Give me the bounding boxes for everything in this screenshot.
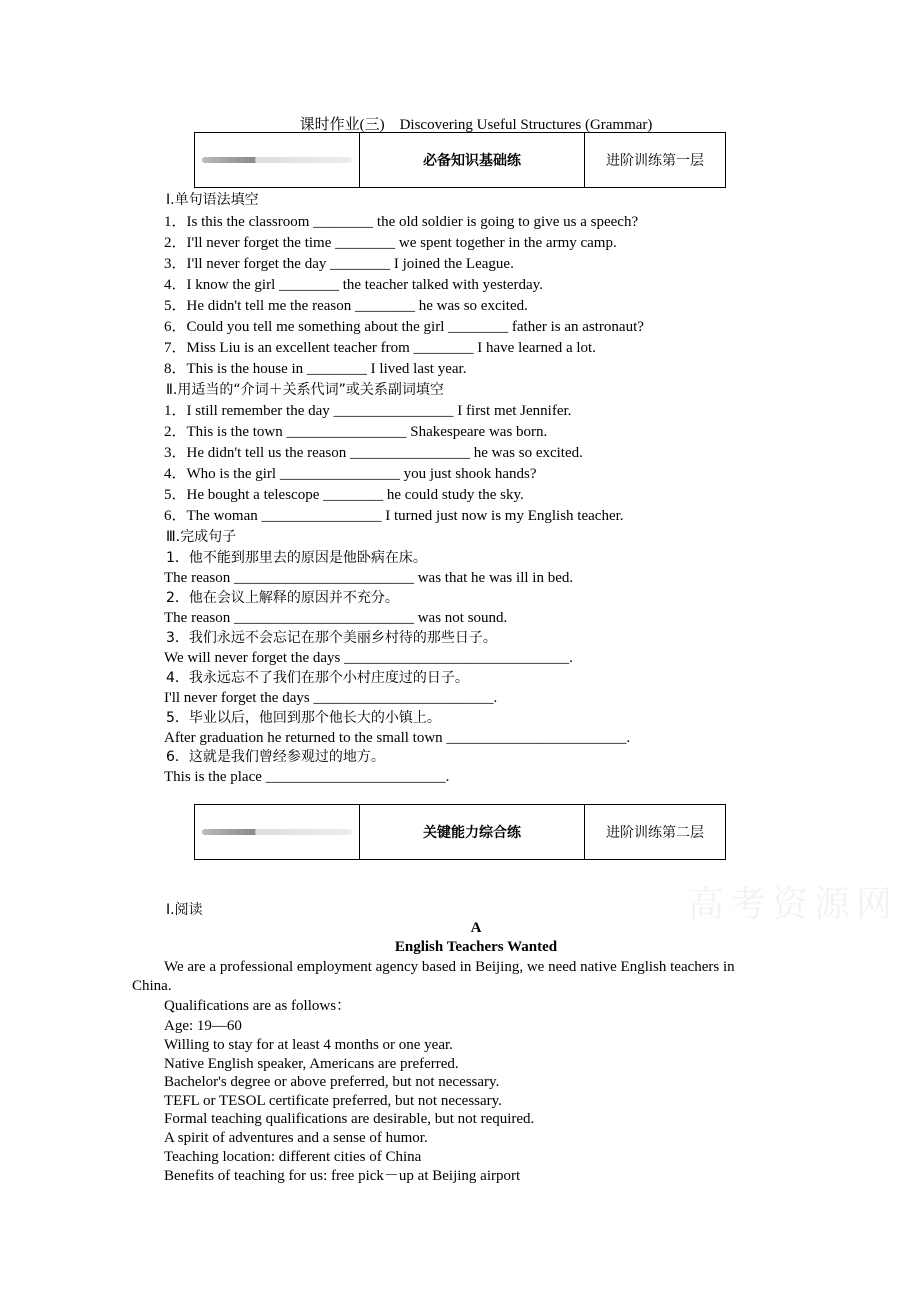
list-item: 5．He didn't tell me the reason ________ he was so excited. [164,298,528,314]
list-item: 6．Could you tell me something about the girl ________ father is an astronaut? [164,319,644,335]
list-item: 3．I'll never forget the day ________ I joined the League. [164,256,514,272]
list-item: 2．I'll never forget the time ________ we spent together in the army camp. [164,235,617,251]
sentence-chinese: 1．他不能到那里去的原因是他卧病在床。 [166,550,427,566]
list-item: 4．I know the girl ________ the teacher talked with yesterday. [164,277,543,293]
sentence-chinese: 3．我们永远不会忘记在那个美丽乡村待的那些日子。 [166,630,497,646]
section-banner-1 [194,132,726,188]
banner-center-label: 必备知识基础练 [360,133,585,187]
list-item: 1．Is this the classroom ________ the old soldier is going to give us a speech? [164,214,639,230]
banner-right-label: 进阶训练第二层 [606,825,704,841]
list-item: 3．He didn't tell us the reason ________________ he was so excited. [164,445,583,461]
sentence-chinese: 6．这就是我们曾经参观过的地方。 [166,749,385,765]
sentence-english: The reason ________________________ was not sound. [164,610,508,626]
progress-bar-icon [202,829,352,835]
watermark-logo: 高考资源网 [688,884,899,925]
list-item: Formal teaching qualifications are desirable, but not required. [164,1111,535,1127]
section2-heading: Ⅱ.用适当的“介词＋关系代词”或关系副词填空 [166,382,444,398]
list-item: 8．This is the house in ________ I lived last year. [164,361,467,377]
list-item: TEFL or TESOL certificate preferred, but not necessary. [164,1093,502,1109]
banner-right-label: 进阶训练第一层 [606,153,704,169]
list-item: 6．The woman ________________ I turned just now is my English teacher. [164,508,624,524]
page-title: 课时作业(三) Discovering Useful Structures (Grammar) [299,117,653,133]
sentence-english: After graduation he returned to the small town ________________________. [164,730,631,746]
sentence-english: I'll never forget the days ________________________. [164,690,498,706]
sentence-chinese: 4．我永远忘不了我们在那个小村庄度过的日子。 [166,670,469,686]
passage-letter: A [470,920,482,936]
banner-progress-bar [195,133,360,187]
list-item: Age: 19—60 [164,1018,242,1034]
list-item: Qualifications are as follows： [164,998,352,1014]
list-item: 7．Miss Liu is an excellent teacher from ________ I have learned a lot. [164,340,596,356]
sentence-chinese: 5．毕业以后，他回到那个他长大的小镇上。 [166,710,441,726]
passage-title: English Teachers Wanted [394,939,558,955]
paragraph-line: We are a professional employment agency based in Beijing, we need native English teachers in [164,959,735,975]
list-item: Teaching location: different cities of China [164,1149,422,1165]
section1-heading: Ⅰ.单句语法填空 [166,192,259,208]
list-item: 1．I still remember the day ________________ I first met Jennifer. [164,403,572,419]
sentence-english: The reason ________________________ was that he was ill in bed. [164,570,574,586]
sentence-english: This is the place ________________________. [164,769,450,785]
sentence-english: We will never forget the days ______________________________. [164,650,573,666]
banner-center-label: 关键能力综合练 [360,805,585,859]
list-item: A spirit of adventures and a sense of humor. [164,1130,428,1146]
banner-progress-bar [195,805,360,859]
list-item: Bachelor's degree or above preferred, but not necessary. [164,1074,500,1090]
list-item: Native English speaker, Americans are preferred. [164,1056,459,1072]
list-item: 4．Who is the girl ________________ you just shook hands? [164,466,537,482]
section3-heading: Ⅲ.完成句子 [166,529,237,545]
reading-heading: Ⅰ.阅读 [166,902,203,918]
list-item: 5．He bought a telescope ________ he could study the sky. [164,487,524,503]
list-item: Benefits of teaching for us: free pick－up at Beijing airport [164,1168,521,1184]
progress-bar-icon [202,157,352,163]
list-item: 2．This is the town ________________ Shakespeare was born. [164,424,548,440]
list-item: Willing to stay for at least 4 months or one year. [164,1037,453,1053]
paragraph-line: China. [132,978,172,994]
sentence-chinese: 2．他在会议上解释的原因并不充分。 [166,590,399,606]
section-banner-2 [194,804,726,860]
